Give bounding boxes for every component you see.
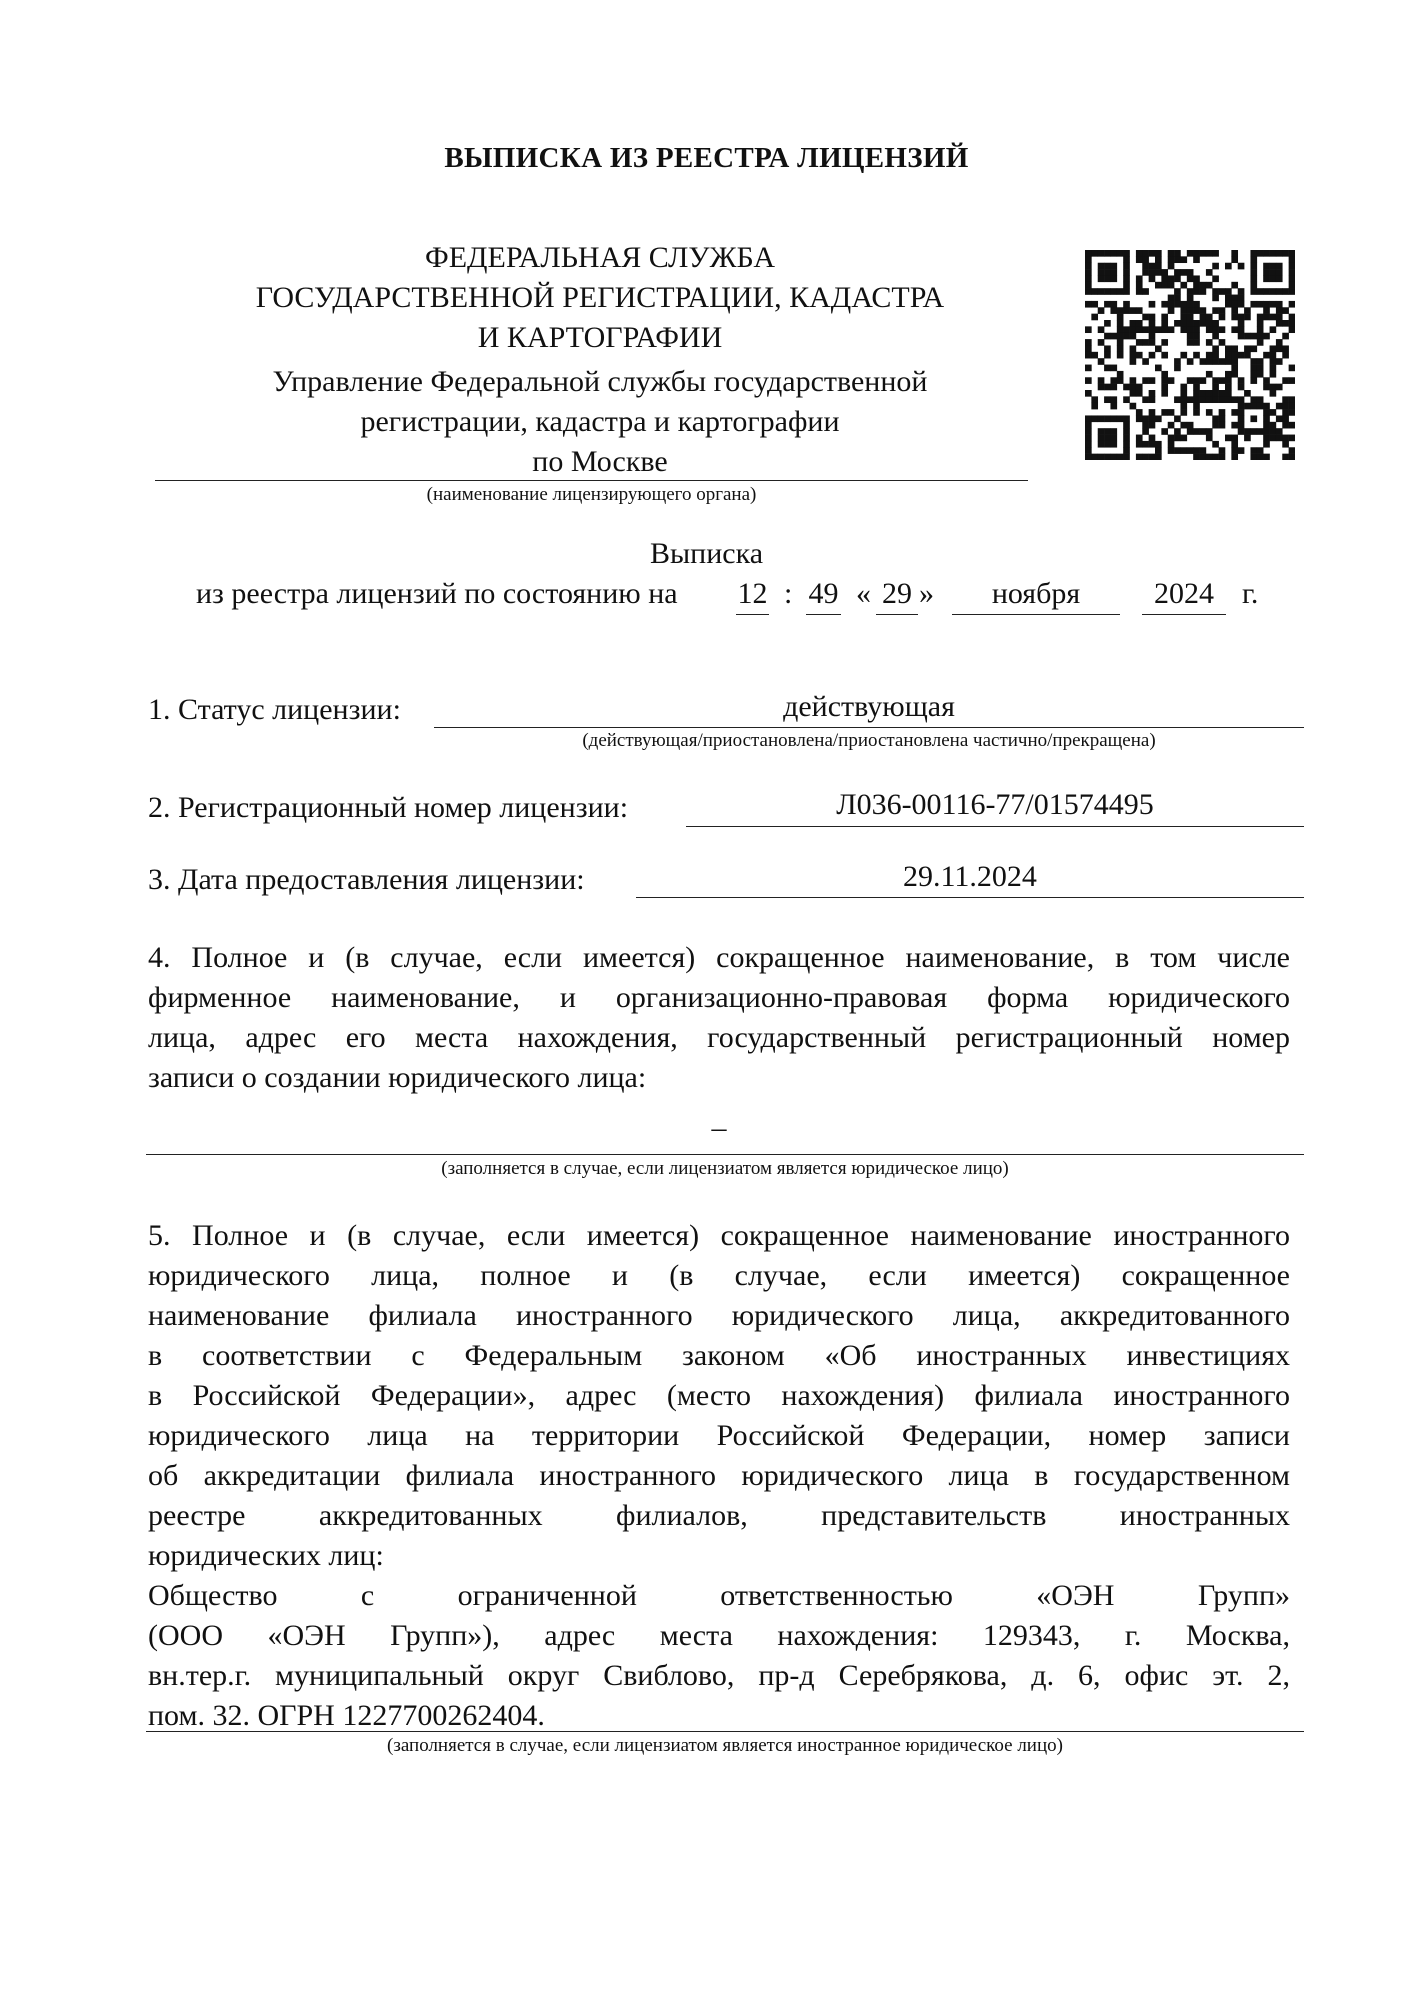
legal-entity-line: лица, адрес его места нахождения, государственный регистрационный номер [148,1021,1290,1054]
legal-entity-caption: (заполняется в случае, если лицензиатом является юридическое лицо) [441,1158,1009,1179]
status-underline [434,727,1304,728]
status-label: 1. Статус лицензии: [148,693,401,726]
quote-close: » [919,577,934,610]
agency-line: ФЕДЕРАЛЬНАЯ СЛУЖБА [425,241,775,274]
foreign-entity-underline [146,1731,1304,1732]
day-underline [876,614,918,615]
status-value: действующая [783,690,955,723]
department-line: регистрации, кадастра и картографии [360,405,840,438]
licensing-body-caption: (наименование лицензирующего органа) [426,484,757,505]
foreign-entity-value-line: пом. 32. ОГРН 1227700262404. [148,1699,545,1732]
legal-entity-line: фирменное наименование, и организационно-правовая форма юридического [148,981,1290,1014]
agency-name [155,238,1045,358]
extract-minute: 49 [808,577,839,610]
foreign-entity-text [148,1216,1290,1576]
minute-underline [806,614,841,615]
qr-code-graphic [1085,250,1295,460]
time-separator: : [784,577,793,610]
foreign-entity-line: юридических лиц: [148,1539,384,1572]
foreign-entity-line: наименование филиала иностранного юридического лица, аккредитованного [148,1299,1290,1332]
legal-entity-value: – [711,1111,727,1144]
extract-state-line [196,574,1296,618]
date-granted-underline [636,897,1304,898]
foreign-entity-line: реестре аккредитованных филиалов, представительств иностранных [148,1499,1290,1532]
qr-code-icon [1085,250,1295,460]
quote-open: « [856,577,871,610]
date-granted-label: 3. Дата предоставления лицензии: [148,863,585,896]
department-line: по Москве [532,445,668,478]
foreign-entity-line: 5. Полное и (в случае, если имеется) сокращенное наименование иностранного [148,1219,1290,1252]
foreign-entity-caption: (заполняется в случае, если лицензиатом является иностранное юридическое лицо) [387,1735,1063,1756]
legal-entity-underline [146,1154,1304,1155]
date-granted-value: 29.11.2024 [903,860,1037,893]
foreign-entity-line: юридического лица, полное и (в случае, если имеется) сокращенное [148,1259,1290,1292]
reg-number-underline [686,826,1304,827]
agency-line: ГОСУДАРСТВЕННОЙ РЕГИСТРАЦИИ, КАДАСТРА [255,281,945,314]
extract-day: 29 [882,577,912,610]
legal-entity-text [148,938,1290,1098]
department-line: Управление Федеральной службы государственной [272,365,928,398]
foreign-entity-line: в Российской Федерации», адрес (место нахождения) филиала иностранного [148,1379,1290,1412]
reg-number-label: 2. Регистрационный номер лицензии: [148,791,629,824]
legal-entity-line: записи о создании юридического лица: [148,1061,647,1094]
extract-hour: 12 [737,577,768,610]
foreign-entity-value-line: Общество с ограниченной ответственностью «ОЭН Групп» [148,1579,1290,1612]
document-title: ВЫПИСКА ИЗ РЕЕСТРА ЛИЦЕНЗИЙ [444,142,969,174]
department-name [155,362,1045,482]
status-caption: (действующая/приостановлена/приостановлена частично/прекращена) [582,730,1156,751]
foreign-entity-value-line: (ООО «ОЭН Групп»), адрес места нахождения: 129343, г. Москва, [148,1619,1290,1652]
foreign-entity-line: юридического лица на территории Российской Федерации, номер записи [148,1419,1290,1452]
extract-state-prefix: из реестра лицензий по состоянию на [196,577,678,610]
extract-heading: Выписка [649,537,764,570]
extract-year: 2024 [1154,577,1214,610]
legal-entity-line: 4. Полное и (в случае, если имеется) сокращенное наименование, в том числе [148,941,1290,974]
reg-number-value: Л036-00116-77/01574495 [836,788,1154,821]
licensing-body-underline [155,480,1028,481]
foreign-entity-value-line: вн.тер.г. муниципальный округ Свиблово, пр-д Серебрякова, д. 6, офис эт. 2, [148,1659,1290,1692]
foreign-entity-line: об аккредитации филиала иностранного юридического лица в государственном [148,1459,1290,1492]
agency-line: И КАРТОГРАФИИ [477,321,723,354]
month-underline [952,614,1120,615]
foreign-entity-line: в соответствии с Федеральным законом «Об иностранных инвестициях [148,1339,1290,1372]
year-underline [1142,614,1226,615]
hour-underline [736,614,769,615]
extract-month: ноября [991,577,1081,610]
foreign-entity-value [148,1576,1290,1736]
year-suffix: г. [1242,577,1259,610]
